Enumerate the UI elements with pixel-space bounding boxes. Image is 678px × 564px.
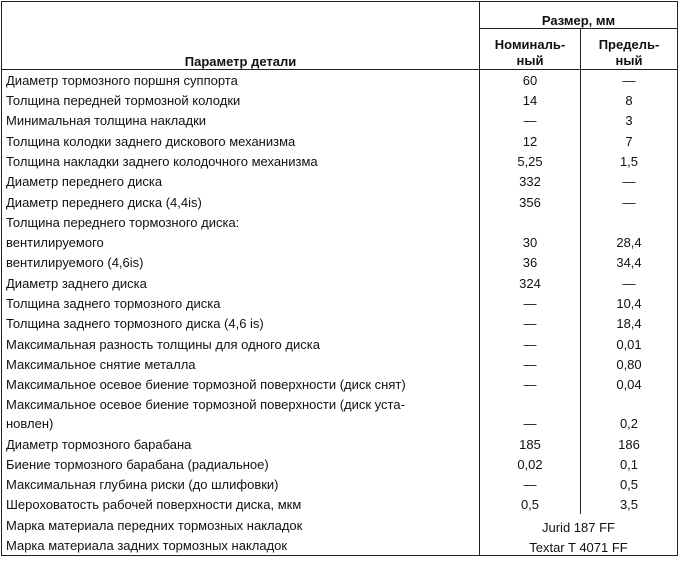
table-row	[2, 454, 678, 474]
table-row	[2, 151, 678, 171]
limit-cell: 34,4	[581, 252, 678, 272]
limit-cell: 0,5	[581, 474, 678, 494]
limit-cell: —	[581, 191, 678, 211]
param-cell: Толщина заднего тормозного диска (4,6 is)	[2, 313, 480, 333]
table-row	[2, 130, 678, 150]
limit-cell: 0,04	[581, 374, 678, 394]
limit-cell: —	[581, 171, 678, 191]
param-cell: Толщина заднего тормозного диска	[2, 293, 480, 313]
limit-cell: 186	[581, 433, 678, 453]
limit-cell: 0,2	[581, 394, 678, 433]
table-row	[2, 212, 678, 232]
table-row	[2, 70, 678, 90]
param-cell: Шероховатость рабочей поверхности диска, мкм	[2, 494, 480, 514]
limit-cell: —	[581, 70, 678, 90]
param-cell: Максимальное осевое биение тормозной поверхности (диск снят)	[2, 374, 480, 394]
nominal-cell: —	[480, 110, 581, 130]
nominal-cell: 12	[480, 130, 581, 150]
param-cell: Марка материала задних тормозных накладок	[2, 535, 480, 555]
table-body	[2, 70, 678, 556]
nominal-cell: 356	[480, 191, 581, 211]
param-cell: Диаметр заднего диска	[2, 272, 480, 292]
param-cell: Максимальное снятие металла	[2, 354, 480, 374]
param-cell: Минимальная толщина накладки	[2, 110, 480, 130]
header-param: Параметр детали	[2, 2, 480, 70]
table-row	[2, 171, 678, 191]
table-row	[2, 433, 678, 453]
param-cell: Максимальное осевое биение тормозной поверхности (диск уста- новлен)	[2, 394, 480, 433]
param-cell: Толщина передней тормозной колодки	[2, 90, 480, 110]
nominal-cell: —	[480, 394, 581, 433]
nominal-cell: —	[480, 474, 581, 494]
nominal-cell: 185	[480, 433, 581, 453]
table-row	[2, 313, 678, 333]
param-cell: Диаметр переднего диска	[2, 171, 480, 191]
param-cell: Диаметр тормозного барабана	[2, 433, 480, 453]
nominal-cell	[480, 212, 581, 232]
material-row	[2, 535, 678, 555]
nominal-cell: 324	[480, 272, 581, 292]
nominal-cell: 0,02	[480, 454, 581, 474]
material-row	[2, 514, 678, 534]
table-row	[2, 110, 678, 130]
nominal-cell: —	[480, 354, 581, 374]
limit-cell: 0,1	[581, 454, 678, 474]
table-row	[2, 252, 678, 272]
nominal-cell: 36	[480, 252, 581, 272]
limit-cell: 0,01	[581, 333, 678, 353]
limit-cell: 7	[581, 130, 678, 150]
limit-cell	[581, 212, 678, 232]
limit-cell: 28,4	[581, 232, 678, 252]
table-row	[2, 354, 678, 374]
param-cell: Диаметр тормозного поршня суппорта	[2, 70, 480, 90]
nominal-cell: —	[480, 374, 581, 394]
header-nominal: Номиналь- ный	[480, 29, 581, 70]
table-row	[2, 293, 678, 313]
table-row	[2, 90, 678, 110]
brake-spec-table	[1, 1, 678, 556]
nominal-cell: 30	[480, 232, 581, 252]
table-row	[2, 272, 678, 292]
nominal-cell: 0,5	[480, 494, 581, 514]
limit-cell: 10,4	[581, 293, 678, 313]
param-cell: Максимальная глубина риски (до шлифовки)	[2, 474, 480, 494]
table-row	[2, 191, 678, 211]
nominal-cell: —	[480, 313, 581, 333]
nominal-cell: —	[480, 293, 581, 313]
table-row	[2, 232, 678, 252]
param-cell: Диаметр переднего диска (4,4is)	[2, 191, 480, 211]
material-value-cell: Jurid 187 FF	[480, 514, 678, 534]
table-row	[2, 394, 678, 433]
limit-cell: 1,5	[581, 151, 678, 171]
table-row	[2, 494, 678, 514]
nominal-cell: 60	[480, 70, 581, 90]
table-row	[2, 333, 678, 353]
param-cell: вентилируемого	[2, 232, 480, 252]
param-cell: Толщина накладки заднего колодочного механизма	[2, 151, 480, 171]
limit-cell: —	[581, 272, 678, 292]
table-row	[2, 474, 678, 494]
limit-cell: 8	[581, 90, 678, 110]
param-cell: вентилируемого (4,6is)	[2, 252, 480, 272]
param-cell: Марка материала передних тормозных накладок	[2, 514, 480, 534]
table-row	[2, 374, 678, 394]
header-size: Размер, мм	[480, 2, 678, 29]
header-limit: Предель- ный	[581, 29, 678, 70]
limit-cell: 18,4	[581, 313, 678, 333]
param-cell: Биение тормозного барабана (радиальное)	[2, 454, 480, 474]
param-cell: Толщина переднего тормозного диска:	[2, 212, 480, 232]
limit-cell: 3,5	[581, 494, 678, 514]
material-value-cell: Textar T 4071 FF	[480, 535, 678, 555]
nominal-cell: 5,25	[480, 151, 581, 171]
nominal-cell: 14	[480, 90, 581, 110]
nominal-cell: —	[480, 333, 581, 353]
param-cell: Максимальная разность толщины для одного диска	[2, 333, 480, 353]
nominal-cell: 332	[480, 171, 581, 191]
limit-cell: 3	[581, 110, 678, 130]
param-cell: Толщина колодки заднего дискового механизма	[2, 130, 480, 150]
limit-cell: 0,80	[581, 354, 678, 374]
